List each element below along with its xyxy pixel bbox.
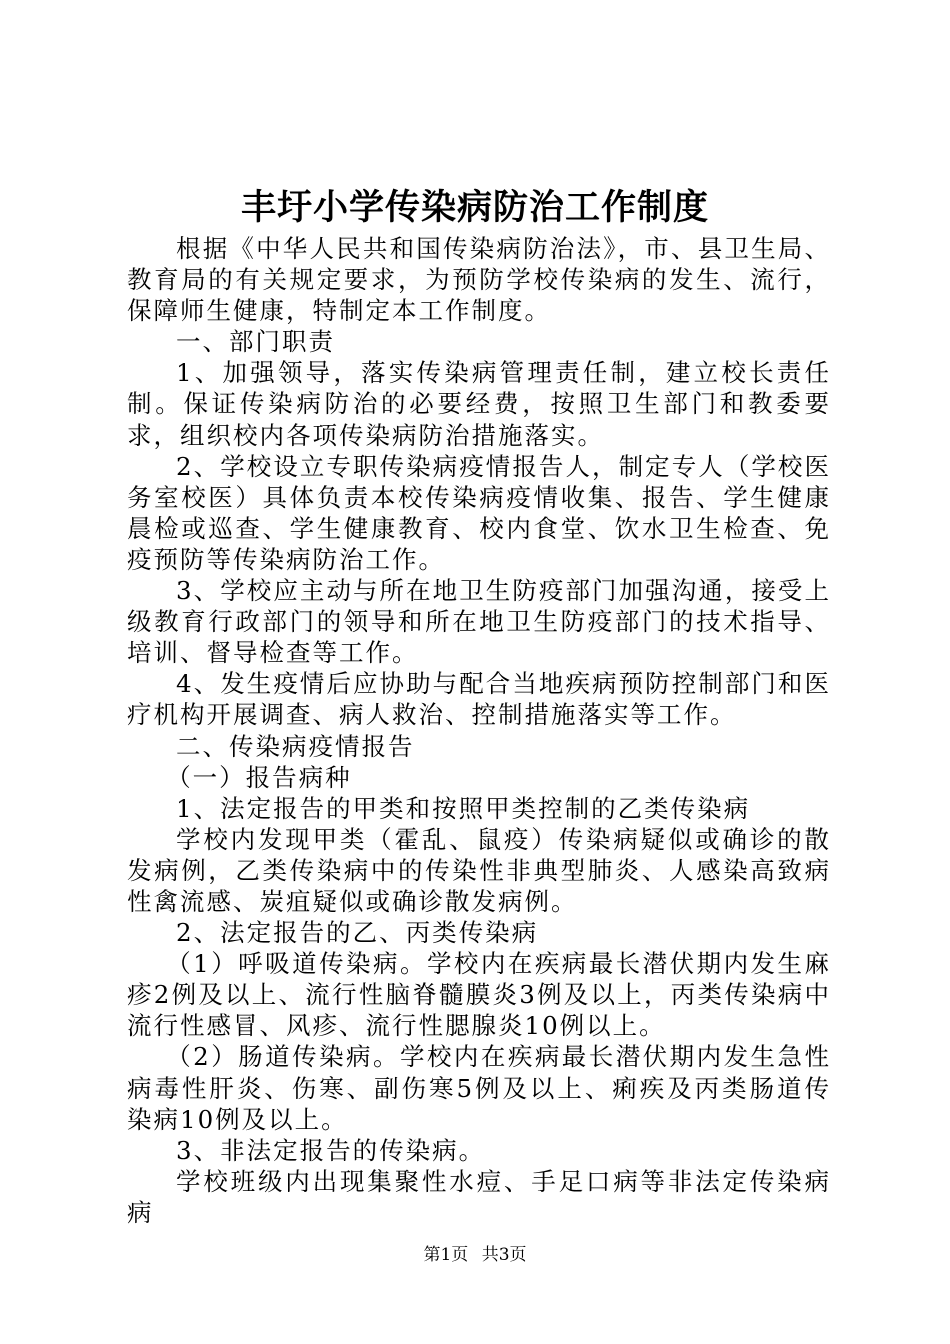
section-heading-1: 一、部门职责 (176, 327, 335, 357)
paragraph-report-2: 2、法定报告的乙、丙类传染病 (176, 918, 539, 948)
paragraph-report-1: 1、法定报告的甲类和按照甲类控制的乙类传染病 (176, 793, 751, 823)
page-number: 第1页 (423, 1245, 469, 1265)
document-body (127, 233, 831, 1228)
page-footer (0, 1243, 950, 1267)
document-title: 丰圩小学传染病防治工作制度 (240, 188, 709, 228)
paragraph-item-4: 4、发生疫情后应协助与配合当地疾病预防控制部门和医疗机构开展调查、病人救治、控制措施落实等工作。 (127, 669, 831, 730)
section-heading-2: 二、传染病疫情报告 (176, 731, 415, 761)
subsection-heading-1: （一）报告病种 (166, 762, 352, 792)
paragraph-report-3: 3、非法定报告的传染病。 (176, 1135, 486, 1165)
paragraph-item-1: 1、加强领导，落实传染病管理责任制，建立校长责任制。保证传染病防治的必要经费，按照卫生部门和教委要求，组织校内各项传染病防治措施落实。 (127, 358, 831, 450)
paragraph-report-1-detail: 学校内发现甲类（霍乱、鼠疫）传染病疑似或确诊的散发病例，乙类传染病中的传染性非典型肺炎、人感染高致病性禽流感、炭疽疑似或确诊散发病例。 (127, 824, 831, 916)
paragraph-intestinal: （2）肠道传染病。学校内在疾病最长潜伏期内发生急性病毒性肝炎、伤寒、副伤寒5例及以上、痢疾及丙类肠道传染病10例及以上。 (127, 1042, 831, 1134)
paragraph-item-2: 2、学校设立专职传染病疫情报告人，制定专人（学校医务室校医）具体负责本校传染病疫情收集、报告、学生健康晨检或巡查、学生健康教育、校内食堂、饮水卫生检查、免疫预防等传染病防治工作。 (127, 451, 831, 574)
paragraph-report-3-detail: 学校班级内出现集聚性水痘、手足口病等非法定传染病病 (127, 1166, 831, 1227)
paragraph-respiratory: （1）呼吸道传染病。学校内在疾病最长潜伏期内发生麻疹2例及以上、流行性脑脊髓膜炎3例及以上，丙类传染病中流行性感冒、风疹、流行性腮腺炎10例以上。 (127, 949, 831, 1041)
paragraph-intro: 根据《中华人民共和国传染病防治法》，市、县卫生局、教育局的有关规定要求，为预防学校传染病的发生、流行，保障师生健康，特制定本工作制度。 (127, 234, 831, 326)
page-total: 共3页 (481, 1245, 527, 1265)
paragraph-item-3: 3、学校应主动与所在地卫生防疫部门加强沟通，接受上级教育行政部门的领导和所在地卫生防疫部门的技术指导、培训、督导检查等工作。 (127, 576, 831, 668)
